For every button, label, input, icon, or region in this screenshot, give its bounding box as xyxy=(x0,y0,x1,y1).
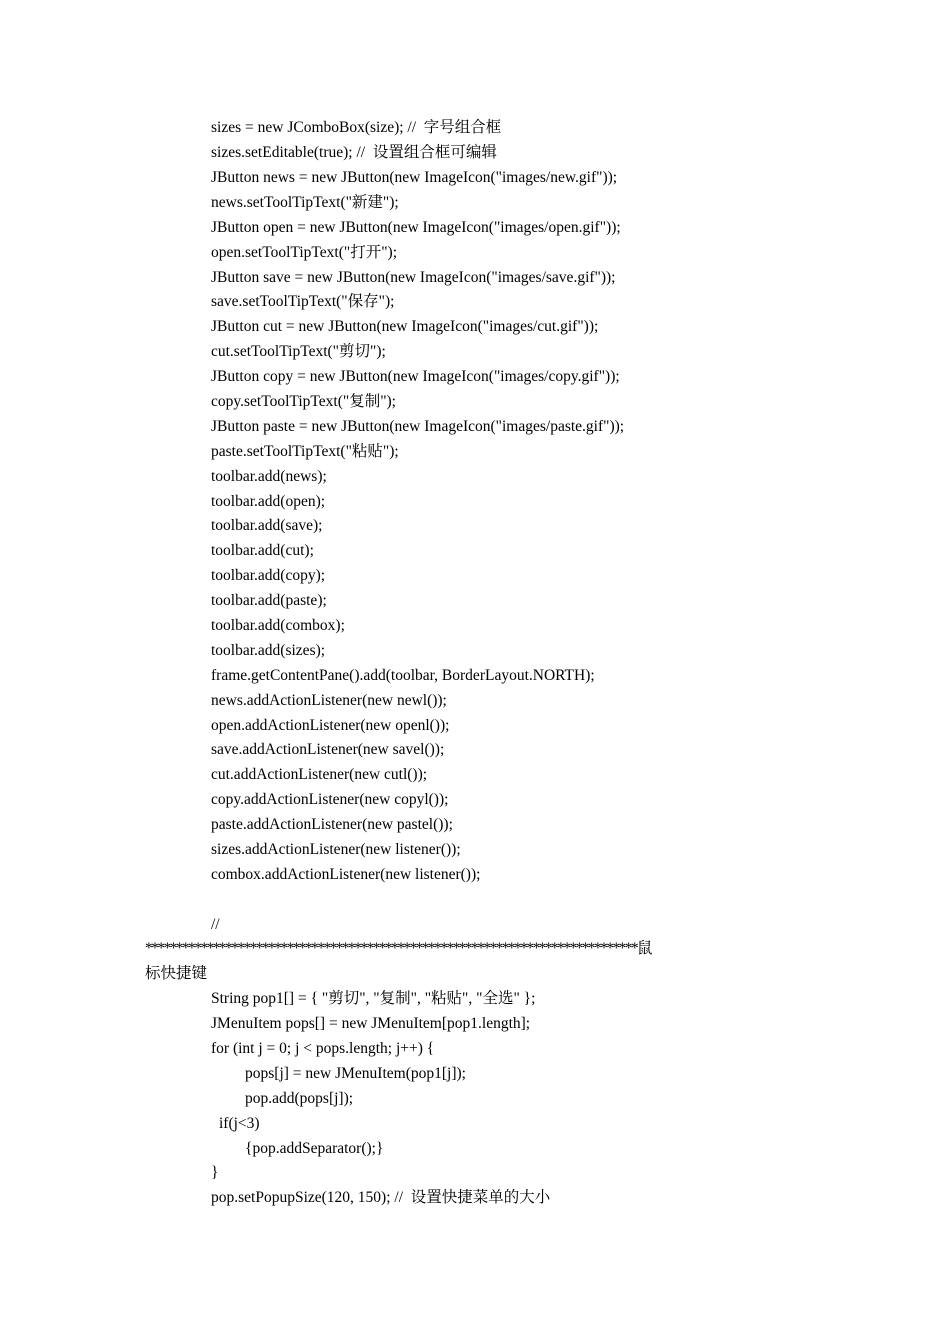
code-line: pop.add(pops[j]); xyxy=(245,1090,354,1107)
code-line: news.addActionListener(new newl()); xyxy=(211,692,447,709)
code-line: toolbar.add(news); xyxy=(211,468,327,485)
code-line: cut.addActionListener(new cutl()); xyxy=(211,766,428,783)
code-line: } xyxy=(211,1164,219,1181)
code-line: toolbar.add(copy); xyxy=(211,567,326,584)
code-line: toolbar.add(paste); xyxy=(211,592,327,609)
code-line: toolbar.add(sizes); xyxy=(211,642,326,659)
code-line: JButton paste = new JButton(new ImageIcon("images/paste.gif")); xyxy=(211,418,625,435)
comment-marker: // xyxy=(211,916,220,933)
code-line: if(j<3) xyxy=(219,1115,260,1132)
code-line: JButton open = new JButton(new ImageIcon("images/open.gif")); xyxy=(211,219,621,236)
code-line: JButton cut = new JButton(new ImageIcon("images/cut.gif")); xyxy=(211,318,599,335)
code-line: sizes.addActionListener(new listener()); xyxy=(211,841,461,858)
code-line: paste.addActionListener(new pastel()); xyxy=(211,816,453,833)
code-line: pop.setPopupSize(120, 150); // 设置快捷菜单的大小 xyxy=(211,1189,551,1206)
code-line: open.setToolTipText("打开"); xyxy=(211,244,398,261)
code-line: JButton news = new JButton(new ImageIcon("images/new.gif")); xyxy=(211,169,618,186)
code-line: news.setToolTipText("新建"); xyxy=(211,194,399,211)
code-line: JMenuItem pops[] = new JMenuItem[pop1.length]; xyxy=(211,1015,531,1032)
code-line: toolbar.add(open); xyxy=(211,493,326,510)
code-line: combox.addActionListener(new listener()); xyxy=(211,866,481,883)
code-line: String pop1[] = { "剪切", "复制", "粘贴", "全选" }; xyxy=(211,990,536,1007)
code-line: for (int j = 0; j < pops.length; j++) { xyxy=(211,1040,435,1057)
code-line: open.addActionListener(new openl()); xyxy=(211,717,450,734)
comment-heading-start: 鼠 xyxy=(637,940,653,957)
code-line: toolbar.add(cut); xyxy=(211,542,314,559)
code-line: copy.setToolTipText("复制"); xyxy=(211,393,396,410)
code-line: save.addActionListener(new savel()); xyxy=(211,741,445,758)
code-line: JButton save = new JButton(new ImageIcon("images/save.gif")); xyxy=(211,269,616,286)
code-line: toolbar.add(save); xyxy=(211,517,323,534)
comment-stars: ******************************************************************************** xyxy=(145,940,638,957)
code-line: frame.getContentPane().add(toolbar, BorderLayout.NORTH); xyxy=(211,667,595,684)
code-line: cut.setToolTipText("剪切"); xyxy=(211,343,386,360)
code-line: JButton copy = new JButton(new ImageIcon("images/copy.gif")); xyxy=(211,368,620,385)
code-line: pops[j] = new JMenuItem(pop1[j]); xyxy=(245,1065,466,1082)
code-line: copy.addActionListener(new copyl()); xyxy=(211,791,449,808)
comment-heading-wrap: 标快捷键 xyxy=(145,965,208,982)
code-line: sizes.setEditable(true); // 设置组合框可编辑 xyxy=(211,144,497,161)
code-line: save.setToolTipText("保存"); xyxy=(211,293,395,310)
code-line: paste.setToolTipText("粘贴"); xyxy=(211,443,399,460)
comment-divider xyxy=(145,939,653,959)
code-line: toolbar.add(combox); xyxy=(211,617,345,634)
code-line: sizes = new JComboBox(size); // 字号组合框 xyxy=(211,119,502,136)
code-line: {pop.addSeparator();} xyxy=(245,1140,384,1157)
